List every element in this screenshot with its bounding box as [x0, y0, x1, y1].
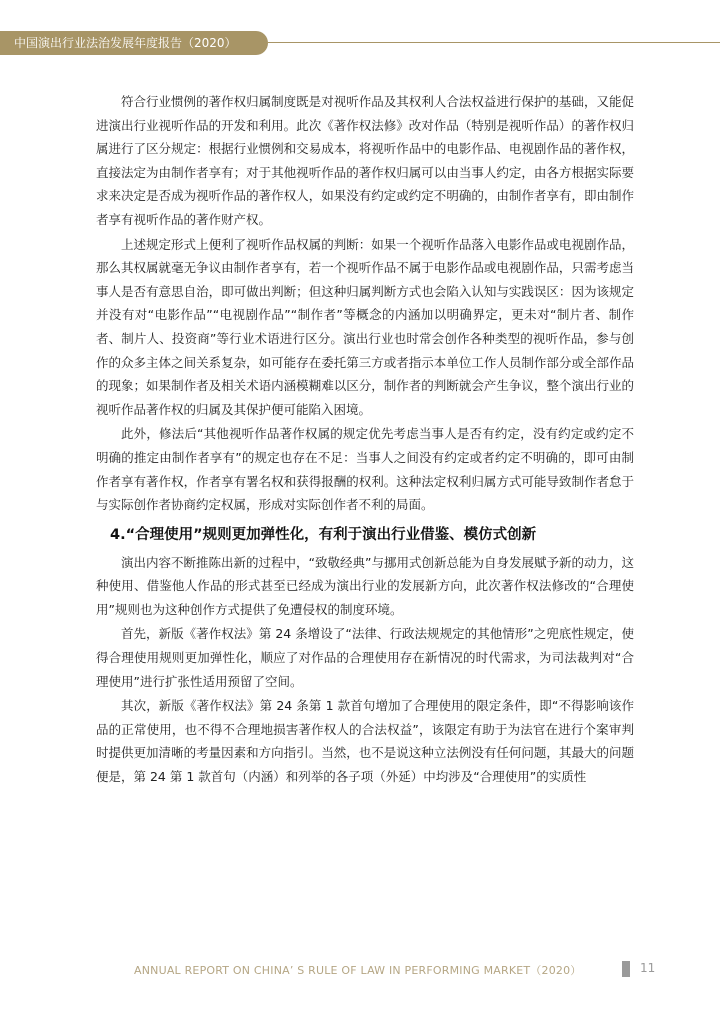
header-title-bar	[0, 31, 268, 55]
main-content	[96, 90, 634, 790]
header-title: 中国演出行业法治发展年度报告（2020）	[14, 36, 237, 50]
body-paragraph: 演出内容不断推陈出新的过程中，“致敬经典”与挪用式创新总能为自身发展赋予新的动力，这种使用、借鉴他人作品的形式甚至已经成为演出行业的发展新方向，此次著作权法修改的“合理使用”规则也为这种创作方式提供了免遭侵权的制度环境。	[96, 554, 634, 617]
body-paragraph: 首先，新版《著作权法》第 24 条增设了“法律、行政法规规定的其他情形”之兜底性规定，使得合理使用规则更加弹性化，顺应了对作品的合理使用存在新情况的时代需求，为司法裁判对“合理使用”进行扩张性适用预留了空间。	[96, 626, 634, 689]
footer-report-title: ANNUAL REPORT ON CHINA’ S RULE OF LAW IN PERFORMING MARKET（2020）	[134, 964, 582, 977]
body-paragraph: 其次，新版《著作权法》第 24 条第 1 款首句增加了合理使用的限定条件，即“不得影响该作品的正常使用，也不得不合理地损害著作权人的合法权益”，该限定有助于为法官在进行个案审判时提供更加清晰的考量因素和方向指引。当然，也不是说这种立法例没有任何问题，其最大的问题便是，第 24 第 1 款首句（内涵）和列举的各子项（外延）中均涉及“合理使用”的实质性	[96, 698, 634, 785]
footer-marker-bar	[622, 961, 630, 977]
page-number: 11	[640, 961, 656, 975]
section-heading: 4.“合理使用”规则更加弹性化，有利于演出行业借鉴、模仿式创新	[110, 526, 537, 543]
body-paragraph: 符合行业惯例的著作权归属制度既是对视听作品及其权利人合法权益进行保护的基础，又能促进演出行业视听作品的开发和利用。此次《著作权法修》改对作品（特别是视听作品）的著作权归属进行了区分规定：根据行业惯例和交易成本，将视听作品中的电影作品、电视剧作品的著作权，直接法定为由制作者享有；对于其他视听作品的著作权归属可以由当事人约定，由各方根据实际要求来决定是否成为视听作品的著作权人，如果没有约定或约定不明确的，由制作者享有，即由制作者享有视听作品的著作财产权。	[96, 94, 634, 227]
body-paragraph: 此外，修法后“其他视听作品著作权属的规定优先考虑当事人是否有约定，没有约定或约定不明确的推定由制作者享有”的规定也存在不足：当事人之间没有约定或者约定不明确的，即可由制作者享有著作权，作者享有署名权和获得报酬的权利。这种法定权利归属方式可能导致制作者怠于与实际创作者协商约定权属，形成对实际创作者不利的局面。	[96, 426, 634, 513]
header-divider-line	[268, 42, 720, 43]
body-paragraph: 上述规定形式上便利了视听作品权属的判断：如果一个视听作品落入电影作品或电视剧作品，那么其权属就毫无争议由制作者享有，若一个视听作品不属于电影作品或电视剧作品，只需考虑当事人是否有意思自治，即可做出判断；但这种归属判断方式也会陷入认知与实践误区：因为该规定并没有对“电影作品”“电视剧作品”“制作者”等概念的内涵加以明确界定，更未对“制片者、制作者、制片人、投资商”等行业术语进行区分。演出行业也时常会创作各种类型的视听作品，参与创作的众多主体之间关系复杂，如可能存在委托第三方或者指示本单位工作人员制作部分或全部作品的现象；如果制作者及相关术语内涵模糊难以区分，制作者的判断就会产生争议，整个演出行业的视听作品著作权的归属及其保护便可能陷入困境。	[96, 236, 634, 417]
